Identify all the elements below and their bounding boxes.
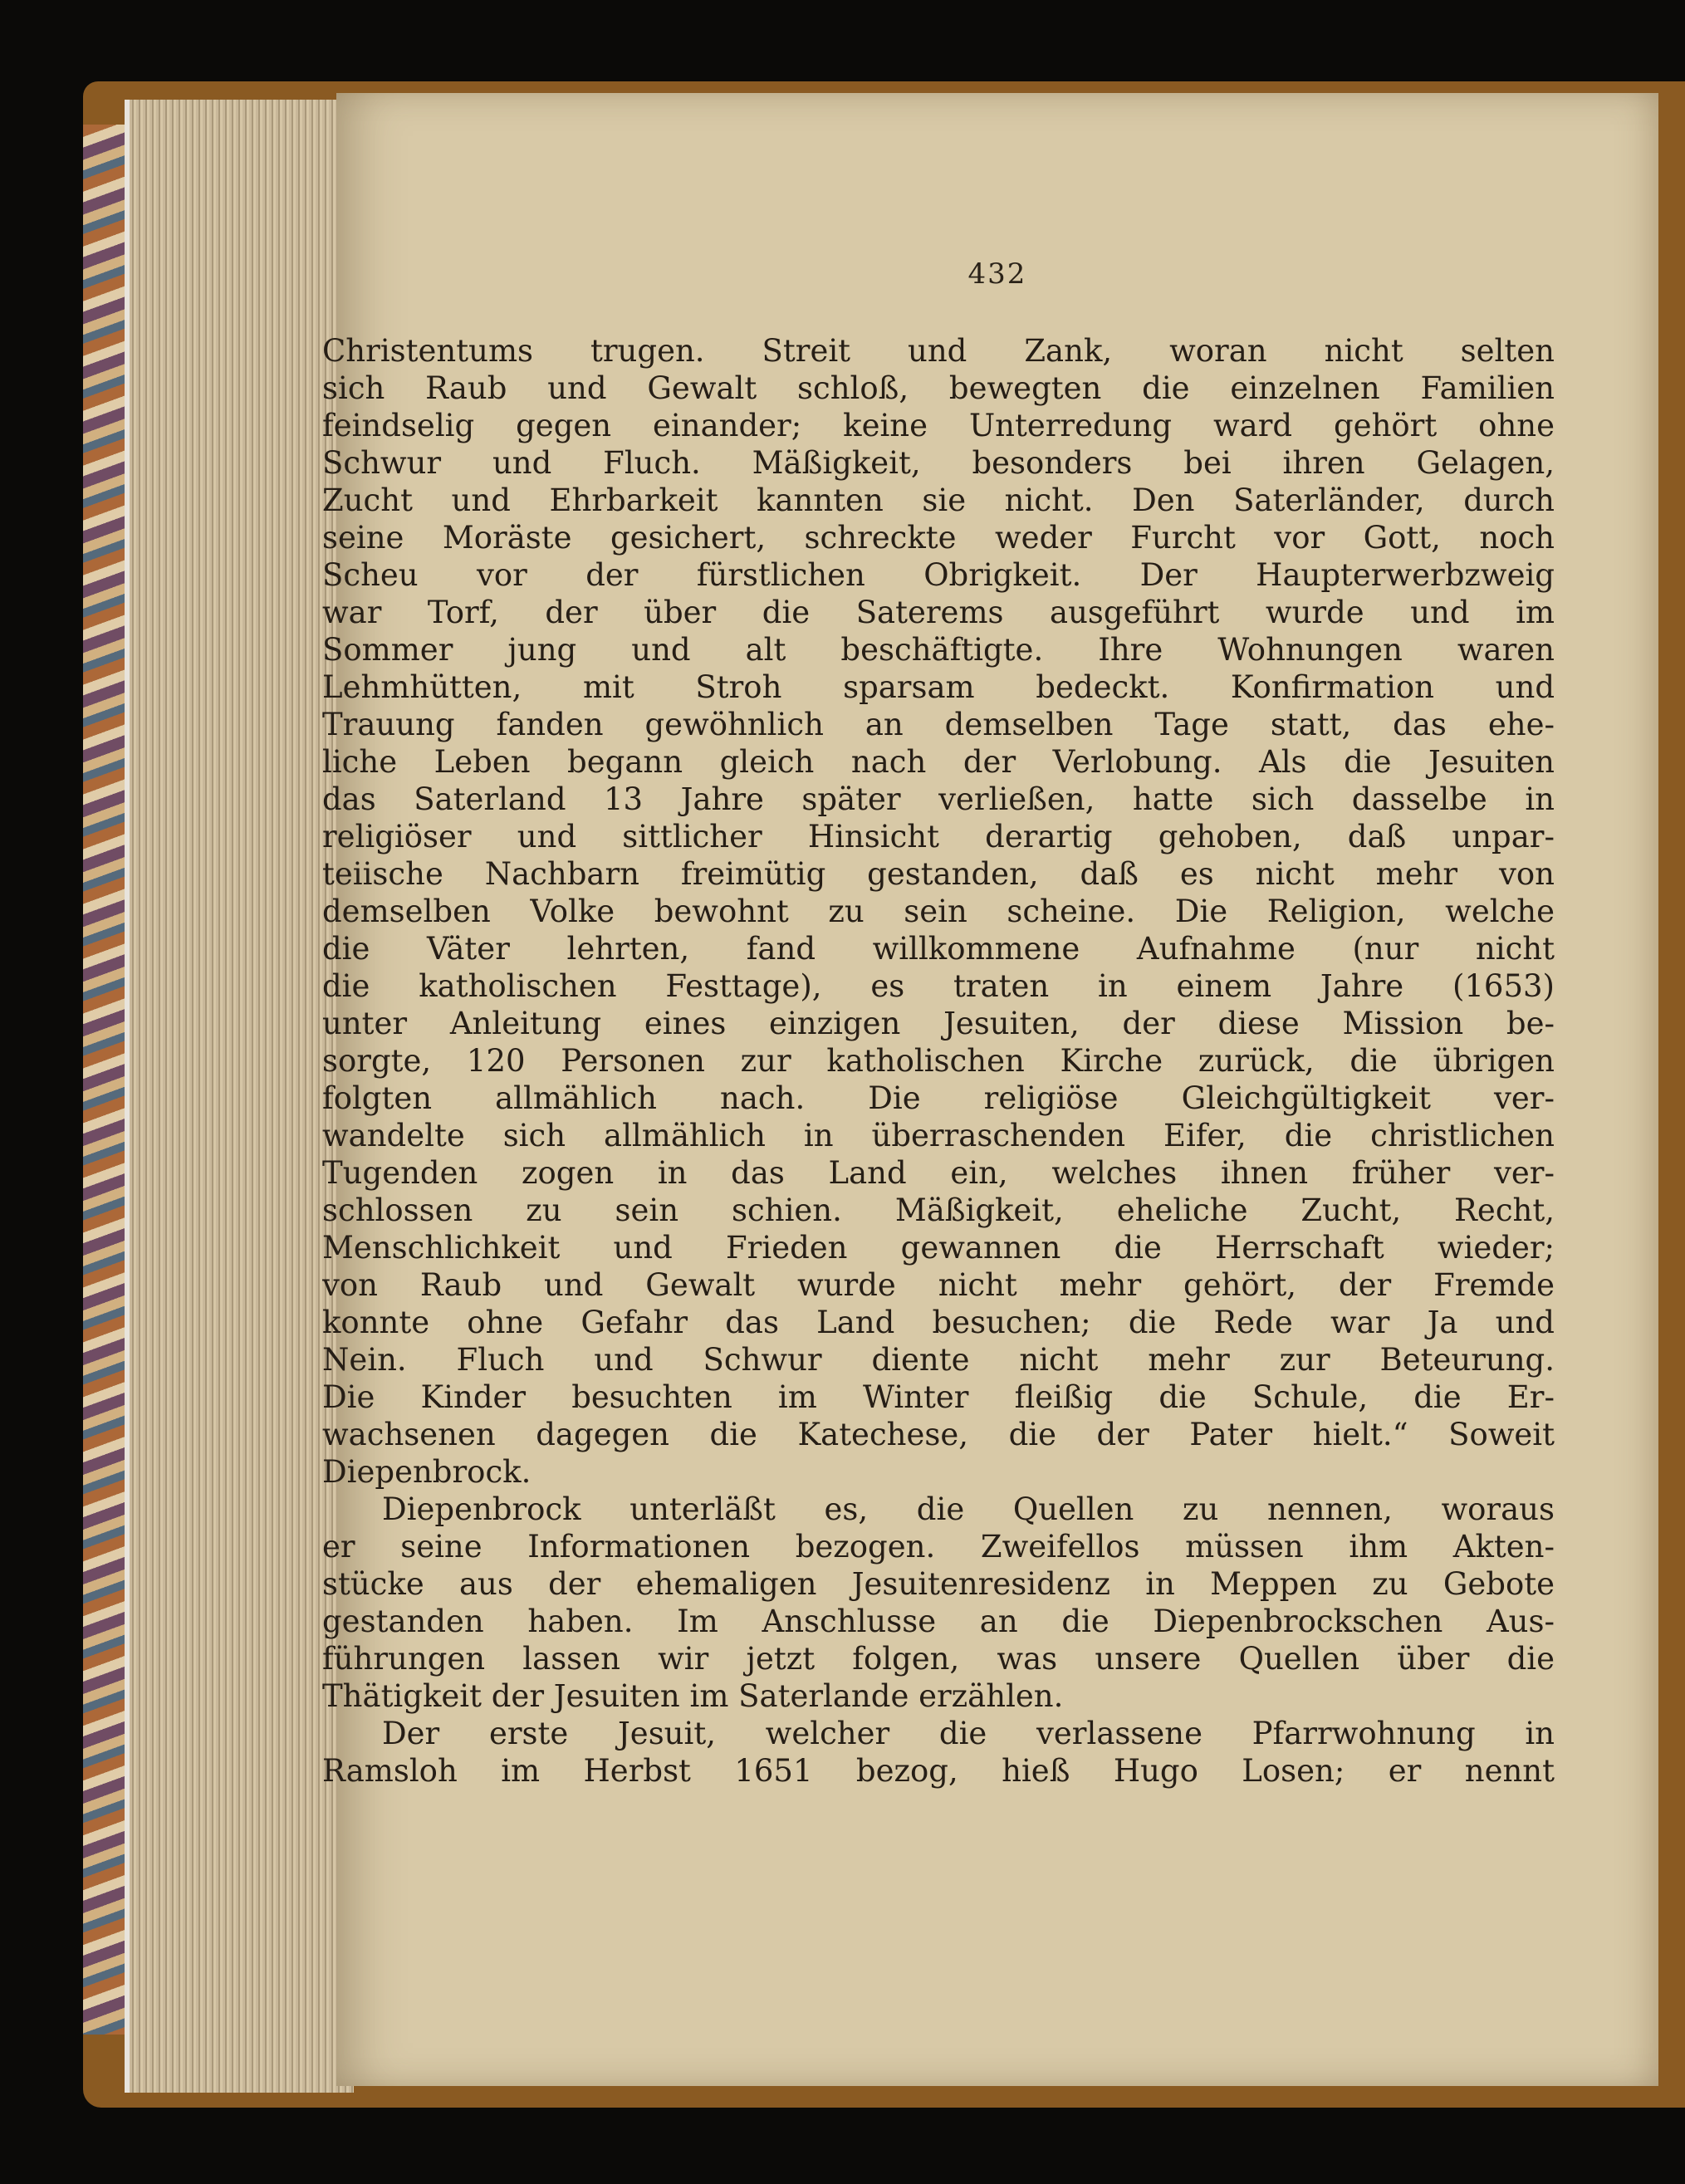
text-line: Die Kinder besuchten im Winter fleißig die Schule, die Er- [322, 1379, 1555, 1415]
text-line: Sommer jung und alt beschäftigte. Ihre Wohnungen waren [322, 632, 1555, 668]
text-line: seine Moräste gesichert, schreckte weder Furcht vor Gott, noch [322, 520, 1555, 556]
text-line: Der erste Jesuit, welcher die verlassene Pfarrwohnung in [382, 1716, 1555, 1751]
page-number: 432 [967, 257, 1027, 291]
text-line: er seine Informationen bezogen. Zweifellos müssen ihm Akten- [322, 1529, 1555, 1565]
text-line: gestanden haben. Im Anschlusse an die Diepenbrockschen Aus- [322, 1604, 1555, 1639]
text-line: Diepenbrock. [322, 1454, 531, 1490]
text-line: Menschlichkeit und Frieden gewannen die Herrschaft wieder; [322, 1230, 1555, 1266]
text-line: Nein. Fluch und Schwur diente nicht mehr zur Beteurung. [322, 1342, 1555, 1378]
text-line: Schwur und Fluch. Mäßigkeit, besonders bei ihren Gelagen, [322, 445, 1555, 481]
text-line: Trauung fanden gewöhnlich an demselben Tage statt, das ehe- [322, 707, 1555, 742]
text-line: wachsenen dagegen die Katechese, die der Pater hielt.“ Soweit [322, 1417, 1555, 1452]
text-line: Zucht und Ehrbarkeit kannten sie nicht. Den Saterländer, durch [322, 482, 1555, 518]
text-line: Diepenbrock unterläßt es, die Quellen zu nennen, woraus [382, 1491, 1555, 1527]
text-line: konnte ohne Gefahr das Land besuchen; die Rede war Ja und [322, 1305, 1555, 1340]
text-line: das Saterland 13 Jahre später verließen, hatte sich dasselbe in [322, 781, 1555, 817]
text-line: feindselig gegen einander; keine Unterredung ward gehört ohne [322, 408, 1555, 443]
text-line: Scheu vor der fürstlichen Obrigkeit. Der Haupterwerbzweig [322, 557, 1555, 593]
text-line: unter Anleitung eines einzigen Jesuiten, der diese Mission be- [322, 1006, 1555, 1041]
text-line: sich Raub und Gewalt schloß, bewegten die einzelnen Familien [322, 370, 1555, 406]
text-line: wandelte sich allmählich in überraschenden Eifer, die christlichen [322, 1118, 1555, 1153]
text-line: Ramsloh im Herbst 1651 bezog, hieß Hugo Losen; er nennt [322, 1753, 1555, 1789]
text-line: Tugenden zogen in das Land ein, welches ihnen früher ver- [322, 1155, 1555, 1191]
text-line: folgten allmählich nach. Die religiöse Gleichgültigkeit ver- [322, 1080, 1555, 1116]
text-line: teiische Nachbarn freimütig gestanden, daß es nicht mehr von [322, 856, 1555, 892]
text-line: von Raub und Gewalt wurde nicht mehr gehört, der Fremde [322, 1267, 1555, 1303]
text-line: Lehmhütten, mit Stroh sparsam bedeckt. Konfirmation und [322, 669, 1555, 705]
text-line: die Väter lehrten, fand willkommene Aufnahme (nur nicht [322, 931, 1555, 967]
page-edges [125, 100, 354, 2093]
text-line: liche Leben begann gleich nach der Verlobung. Als die Jesuiten [322, 744, 1555, 780]
text-line: demselben Volke bewohnt zu sein scheine. Die Religion, welche [322, 894, 1555, 929]
text-line: war Torf, der über die Saterems ausgeführt wurde und im [322, 595, 1555, 630]
text-line: stücke aus der ehemaligen Jesuitenresidenz in Meppen zu Gebote [322, 1566, 1555, 1602]
text-line: führungen lassen wir jetzt folgen, was unsere Quellen über die [322, 1641, 1555, 1677]
text-line: religiöser und sittlicher Hinsicht derartig gehoben, daß unpar- [322, 819, 1555, 855]
text-line: schlossen zu sein schien. Mäßigkeit, eheliche Zucht, Recht, [322, 1192, 1555, 1228]
text-line: sorgte, 120 Personen zur katholischen Kirche zurück, die übrigen [322, 1043, 1555, 1079]
text-line: Christentums trugen. Streit und Zank, woran nicht selten [322, 333, 1555, 369]
text-line: Thätigkeit der Jesuiten im Saterlande erzählen. [322, 1678, 1064, 1714]
text-line: die katholischen Festtage), es traten in einem Jahre (1653) [322, 968, 1555, 1004]
